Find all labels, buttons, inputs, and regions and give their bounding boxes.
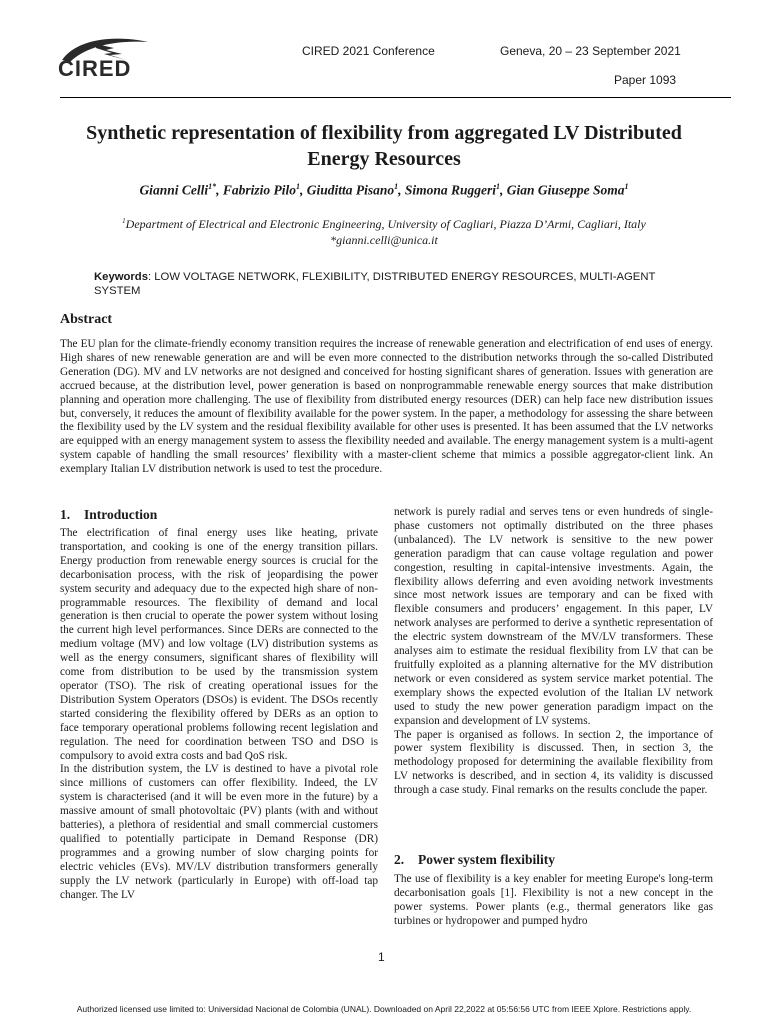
keywords <box>94 270 694 298</box>
section-2-heading <box>394 852 555 868</box>
conference-location-date: Geneva, 20 – 23 September 2021 <box>500 44 681 58</box>
affiliation <box>60 213 708 232</box>
section-title: Power system flexibility <box>418 852 555 867</box>
abstract-heading: Abstract <box>60 312 113 327</box>
author-sup: 1 <box>295 182 300 191</box>
author-sup: 1 <box>624 182 629 191</box>
cired-logo-text: CIRED <box>58 56 132 81</box>
conference-name: CIRED 2021 Conference <box>302 44 435 58</box>
author-sup: 1* <box>208 182 217 191</box>
paragraph: network is purely radial and serves tens or even hundreds of single-phase customers not optimally distributed on the three phases (unbalanced). The LV network is sensitive to the new power generation paradigm that can cause voltage regulation and power congestion, resulting in capital-intensive investments. Again, the flexibility allows deferring and even avoiding network investments since most network issues are temporary and can be fixed with flexible consumers and producers’ engagement. In this paper, LV network analyses are performed to derive a synthetic representation of the electric system downstream of the MV/LV transformers. These analyses aim to estimate the residual flexibility from LV that can be fruitfully exploited as a planning alternative for the MV distribution network or even considered as system service market potential. The exemplary shows the expected evolution of the Italian LV network used to study the new power generation paradigm impact on the expansion and development of LV systems. <box>394 506 713 727</box>
paragraph: The paper is organised as follows. In section 2, the importance of power system flexibility is discussed. Then, in section 3, the methodology proposed for determining the available flexibility from LV networks is described, and in section 4, its validity is discussed through a case study. Final remarks on the results conclude the paper. <box>394 728 713 797</box>
affiliation-block <box>60 213 708 248</box>
header-divider <box>60 97 731 98</box>
left-column <box>60 527 378 902</box>
section-1-heading <box>60 507 157 523</box>
paragraph: The use of flexibility is a key enabler for meeting Europe's long-term decarbonisation goals [1]. Flexibility is not a new concept in the power systems. Power plants (e.g., thermal generators like gas turbines or hydropower and pumped hydro <box>394 873 713 927</box>
author-name: Giuditta Pisano <box>306 182 395 198</box>
keywords-text: : LOW VOLTAGE NETWORK, FLEXIBILITY, DISTRIBUTED ENERGY RESOURCES, MULTI-AGENT SYSTEM <box>94 271 656 297</box>
paper-title: Synthetic representation of flexibility from aggregated LV Distributed Energy Resources <box>86 122 682 170</box>
author-list: Gianni Celli$^{1*}$, Fabrizio Pilo$^1$, Giuditta Pisano$^1$, Simona Ruggeri$^1$, Gian Giuseppe Soma$^1$ <box>139 182 629 198</box>
paragraph: In the distribution system, the LV is destined to have a pivotal role since millions of customers can offer flexibility. Indeed, the LV system is characterised (and it will be even more in the future) by a massive amount of small photovoltaic (PV) plants (with and without batteries), a plethora of residential and small commercial customers qualified to potentially participate in Demand Response (DR) programmes and a growing number of slow charging points for electric vehicles (EVs). MV/LV distribution transformers generally supply the LV network (particularly in Europe) with off-load tap changer. The LV <box>60 763 378 901</box>
keywords-label: Keywords <box>94 271 148 283</box>
right-column <box>394 506 713 798</box>
affiliation-text: Department of Electrical and Electronic Engineering, University of Cagliari, Piazza D’Armi, Cagliari, Italy <box>125 217 646 231</box>
section-number: 2. <box>394 852 405 867</box>
section-2-body <box>394 873 713 929</box>
section-number: 1. <box>60 507 71 522</box>
author-sup: 1 <box>394 182 399 191</box>
section-title: Introduction <box>84 507 158 522</box>
paper-number: Paper 1093 <box>614 73 677 87</box>
author-name: Simona Ruggeri <box>404 182 497 198</box>
affiliation-sup: 1 <box>122 217 126 225</box>
corresponding-email: *gianni.celli@unica.it <box>330 233 438 247</box>
license-footer: Authorized licensed use limited to: Universidad Nacional de Colombia (UNAL). Downloaded on April 22,2022 at 05:56:56 UTC from IEEE Xplore. Restrictions apply. <box>76 1004 692 1014</box>
paragraph: The electrification of final energy uses like heating, private transportation, and cooking is one of the energy transition pillars. Energy production from renewable energy sources is crucial for the decarbonisation process, with the risk of jeopardising the power system security and adequacy due to the expected high share of non-programmable resources. The flexibility of demand and local generation is then crucial to operate the power system without losing the current high level performances. Since DERs are connected to the medium voltage (MV) and low voltage (LV) distribution systems as well as the energy consumers, significant shares of flexibility will come from distribution to be used by the transmission system operator (TSO). The risk of creating operational issues for the Distribution System Operators (DSOs) is evident. The DSOs recently started considering the flexibility offered by DERs as an option to face temporary operational problems following recent legislation and regulation. The need for coordination between TSO and DSO is compulsory to avoid extra costs and bad QoS risk. <box>60 527 378 762</box>
author-name: Gian Giuseppe Soma <box>506 182 625 198</box>
page-number: 1 <box>378 950 385 964</box>
author-name: Gianni Celli <box>139 182 209 198</box>
abstract-text: The EU plan for the climate-friendly economy transition requires the increase of renewable generation and electrification of end uses of energy. High shares of new renewable generation are and will be even more connected to the distribution networks through the so-called Distributed Generation (DG). MV and LV networks are not designed and conceived for hosting significant shares of generation. Issues with generation are accrued because, at the distribution level, power generation is based on nonprogrammable renewable energy sources that make distribution planning and operation more challenging. The use of flexibility from distributed energy resources (DER) can help face new distribution issues but, conversely, it reduces the amount of flexibility available for the power system. In the paper, a methodology for assessing the share between the flexibility used by the LV system and the residual flexibility available for other uses is presented. It has been assumed that the LV networks are equipped with an energy management system to assess the flexibility needed and available. The energy management system is a multi-agent system capable of handling the small resources’ flexibility with a master-client scheme that mimics a possible aggregator-client link. An exemplary Italian LV distribution network is used to test the procedure. <box>60 338 713 476</box>
author-name: Fabrizio Pilo <box>222 182 296 198</box>
author-sup: 1 <box>496 182 501 191</box>
